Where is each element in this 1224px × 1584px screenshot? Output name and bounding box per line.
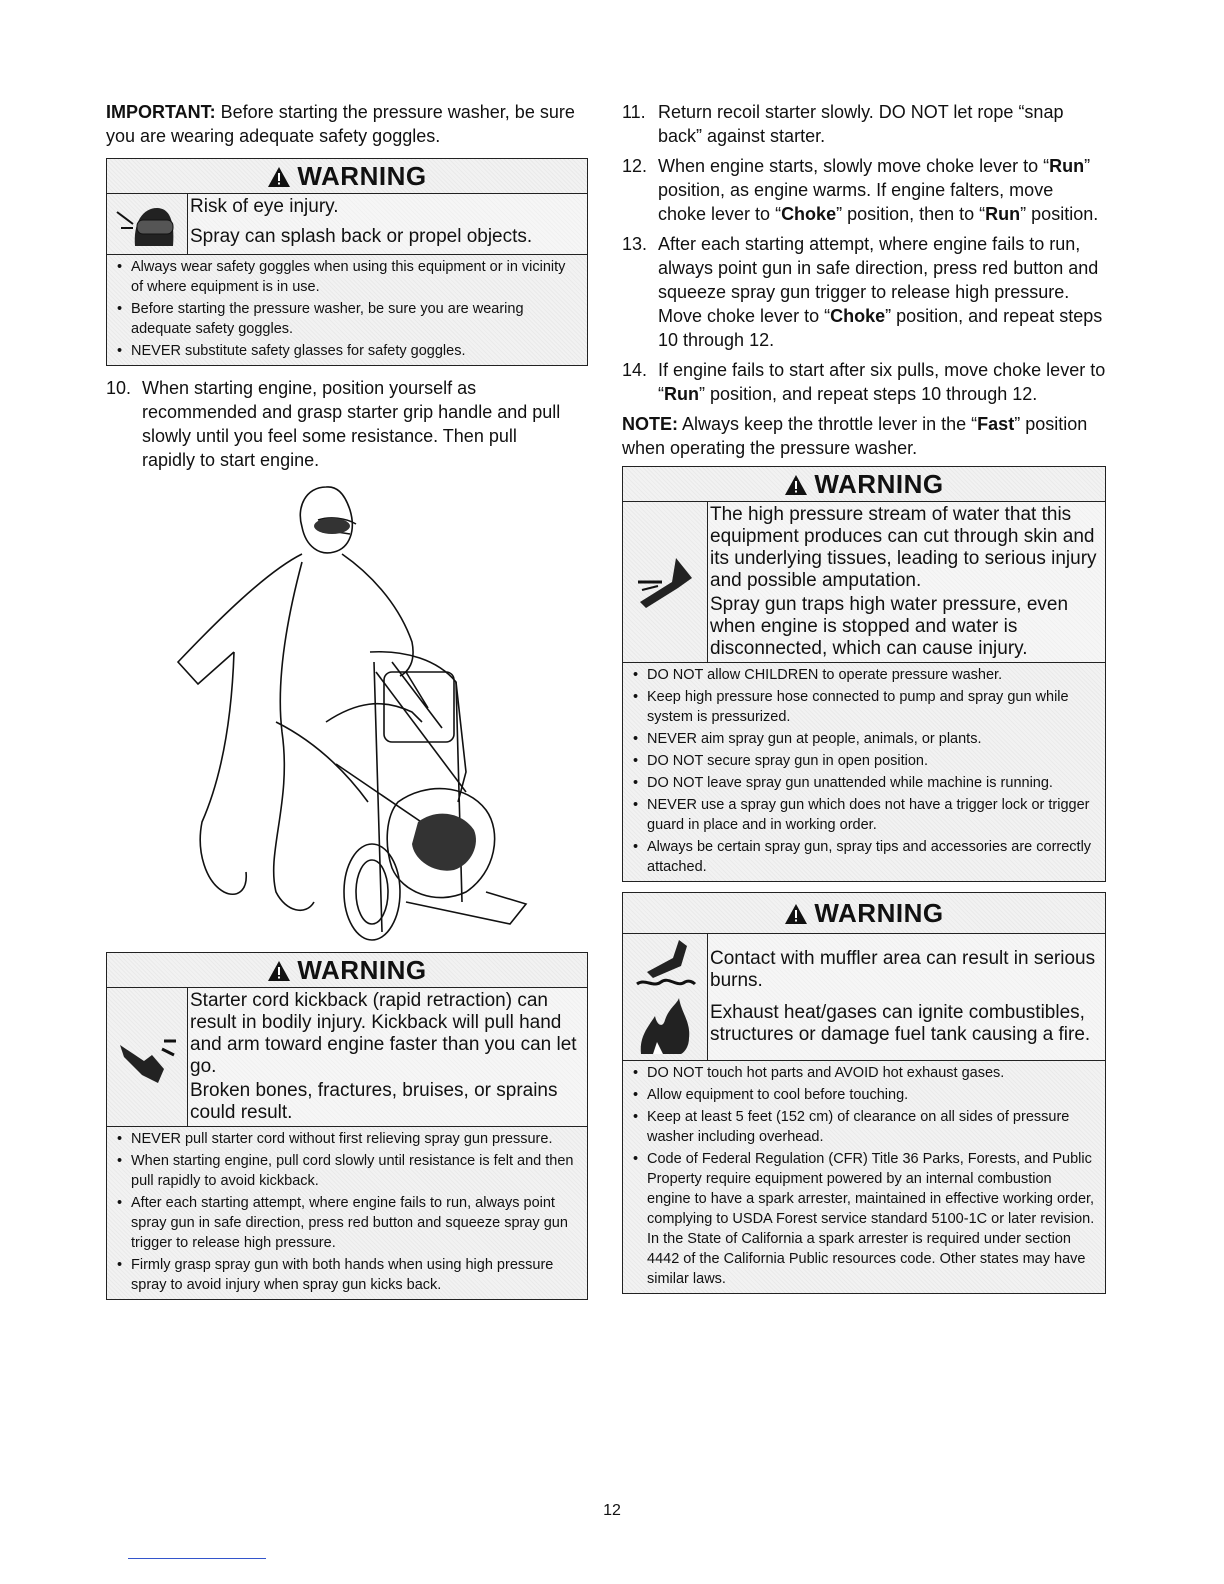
- warning-messages: [707, 934, 1105, 1060]
- warning-message-row: [623, 934, 1105, 1061]
- warning-message: Exhaust heat/gases can ignite combustibles, structures or damage fuel tank causing a fire.: [710, 1002, 1091, 1045]
- warning-bullet: • Keep high pressure hose connected to pump and spray gun while system is pressurized.: [631, 687, 1099, 727]
- warning-message: Spray gun traps high water pressure, even when engine is stopped and water is disconnected, which can cause injury.: [710, 594, 1069, 659]
- warning-bullet: • After each starting attempt, where engine fails to run, always point spray gun in safe direction, press red button and squeeze spray gun trigger to release high pressure.: [115, 1193, 581, 1253]
- important-text: Before starting the pressure washer, be sure you are wearing adequate safety goggles.: [106, 102, 575, 146]
- warning-message: Broken bones, fractures, bruises, or sprains could result.: [190, 1080, 558, 1123]
- important-label: IMPORTANT:: [106, 102, 216, 122]
- keyword: Run: [985, 204, 1021, 224]
- high-pressure-spray-icon: [623, 502, 707, 662]
- right-column: [622, 100, 1106, 1294]
- keyword: Run: [1049, 156, 1085, 176]
- keyword: Choke: [830, 306, 886, 326]
- footer-rule: [128, 1558, 266, 1559]
- step-number: 13.: [622, 234, 648, 254]
- warning-title: WARNING: [814, 469, 944, 499]
- warning-bullets: [623, 663, 1105, 881]
- keyword: Choke: [781, 204, 837, 224]
- warning-messages: [187, 988, 587, 1126]
- hot-surface-icon: [633, 938, 697, 992]
- warning-message-row: [623, 502, 1105, 663]
- warning-message-row: [107, 194, 587, 255]
- warning-bullet: • Always wear safety goggles when using this equipment or in vicinity of where equipment is in use.: [115, 257, 581, 297]
- warning-header: [107, 159, 587, 194]
- hand-kickback-icon: [107, 988, 187, 1126]
- left-column: [106, 100, 588, 1300]
- warning-bullet: • NEVER use a spray gun which does not have a trigger lock or trigger guard in place and in working order.: [631, 795, 1099, 835]
- warning-box-eye: [106, 158, 588, 366]
- warning-bullet: • Allow equipment to cool before touching.: [631, 1085, 1099, 1105]
- warning-bullets: [107, 255, 587, 365]
- warning-bullet: • Keep at least 5 feet (152 cm) of clearance on all sides of pressure washer including overhead.: [631, 1107, 1099, 1147]
- warning-header: [623, 893, 1105, 934]
- illustration-starting-engine: [106, 472, 588, 952]
- step-text: Return recoil starter slowly. DO NOT let rope “snap back” against starter.: [658, 102, 1064, 146]
- step-14: [622, 358, 1106, 406]
- step-number: 10.: [106, 378, 132, 398]
- warning-messages: [707, 502, 1105, 662]
- warning-header: [623, 467, 1105, 502]
- hazard-icons: [623, 934, 707, 1060]
- warning-message: Starter cord kickback (rapid retraction) can result in bodily injury. Kickback will pull hand and arm toward engine faster than you can let go.: [190, 990, 577, 1077]
- person-pulling-starter-illustration: [106, 472, 588, 952]
- warning-header: [107, 953, 587, 988]
- warning-triangle-icon: [267, 960, 291, 982]
- warning-bullet: • Before starting the pressure washer, be sure you are wearing adequate safety goggles.: [115, 299, 581, 339]
- warning-bullet: • NEVER pull starter cord without first relieving spray gun pressure.: [115, 1129, 581, 1149]
- note-text: Always keep the throttle lever in the “Fast” position when operating the pressure washer.: [622, 414, 1088, 458]
- step-11: [622, 100, 1106, 148]
- warning-message-row: [107, 988, 587, 1127]
- warning-message: The high pressure stream of water that this equipment produces can cut through skin and its underlying tissues, leading to serious injury and possible amputation.: [710, 504, 1097, 591]
- warning-messages: [187, 194, 587, 254]
- important-note: [106, 100, 588, 148]
- warning-triangle-icon: [784, 903, 808, 925]
- warning-message: Risk of eye injury.: [190, 196, 339, 217]
- step-number: 14.: [622, 360, 648, 380]
- fire-icon: [633, 996, 697, 1056]
- warning-bullets: [623, 1061, 1105, 1293]
- note-label: NOTE:: [622, 414, 678, 434]
- step-13: [622, 232, 1106, 352]
- warning-message: Contact with muffler area can result in serious burns.: [710, 948, 1096, 991]
- warning-title: WARNING: [297, 161, 427, 191]
- warning-bullet: • Code of Federal Regulation (CFR) Title 36 Parks, Forests, and Public Property require equipment powered by an internal combustion engine to have a spark arrester, maintained in effective working order, complying to USDA Forest service standard 5100-1C or later revision. In the State of California a spark arrester is required under section 4442 of the California Public resources code. Other states may have similar laws.: [631, 1149, 1099, 1289]
- goggles-icon: [107, 194, 187, 254]
- page-number: 12: [603, 1502, 621, 1519]
- warning-bullets: [107, 1127, 587, 1299]
- warning-bullet: • DO NOT touch hot parts and AVOID hot exhaust gases.: [631, 1063, 1099, 1083]
- warning-message: Spray can splash back or propel objects.: [190, 226, 533, 247]
- warning-box-hot-surface: [622, 892, 1106, 1294]
- note: [622, 412, 1106, 460]
- step-number: 11.: [622, 102, 646, 122]
- warning-bullet: • NEVER substitute safety glasses for safety goggles.: [115, 341, 581, 361]
- warning-bullet: • DO NOT leave spray gun unattended while machine is running.: [631, 773, 1099, 793]
- warning-box-high-pressure: [622, 466, 1106, 882]
- warning-bullet: • NEVER aim spray gun at people, animals, or plants.: [631, 729, 1099, 749]
- warning-bullet: • Firmly grasp spray gun with both hands when using high pressure spray to avoid injury when spray gun kicks back.: [115, 1255, 581, 1295]
- warning-bullet: • DO NOT allow CHILDREN to operate pressure washer.: [631, 665, 1099, 685]
- warning-box-kickback: [106, 952, 588, 1300]
- steps-list: [622, 100, 1106, 406]
- step-12: [622, 154, 1106, 226]
- step-number: 12.: [622, 156, 648, 176]
- warning-title: WARNING: [814, 898, 944, 928]
- warning-bullet: • DO NOT secure spray gun in open position.: [631, 751, 1099, 771]
- warning-bullet: • Always be certain spray gun, spray tips and accessories are correctly attached.: [631, 837, 1099, 877]
- warning-triangle-icon: [784, 474, 808, 496]
- step-text: When starting engine, position yourself as recommended and grasp starter grip handle and pull slowly until you feel some resistance. Then pull rapidly to start engine.: [142, 378, 561, 470]
- step-10: [106, 376, 588, 472]
- step-text: After each starting attempt, where engine fails to run, always point gun in safe direction, press red button and squeeze spray gun trigger to release high pressure. Move choke lever to “Choke” position, and repeat steps 10 through 12.: [658, 234, 1103, 350]
- warning-triangle-icon: [267, 166, 291, 188]
- step-text: If engine fails to start after six pulls, move choke lever to “Run” position, and repeat steps 10 through 12.: [658, 360, 1106, 404]
- warning-title: WARNING: [297, 955, 427, 985]
- keyword: Fast: [977, 414, 1015, 434]
- warning-bullet: • When starting engine, pull cord slowly until resistance is felt and then pull rapidly to avoid kickback.: [115, 1151, 581, 1191]
- keyword: Run: [664, 384, 699, 404]
- step-text: When engine starts, slowly move choke lever to “Run” position, as engine warms. If engine falters, move choke lever to “Choke” position, then to “Run” position.: [658, 156, 1099, 224]
